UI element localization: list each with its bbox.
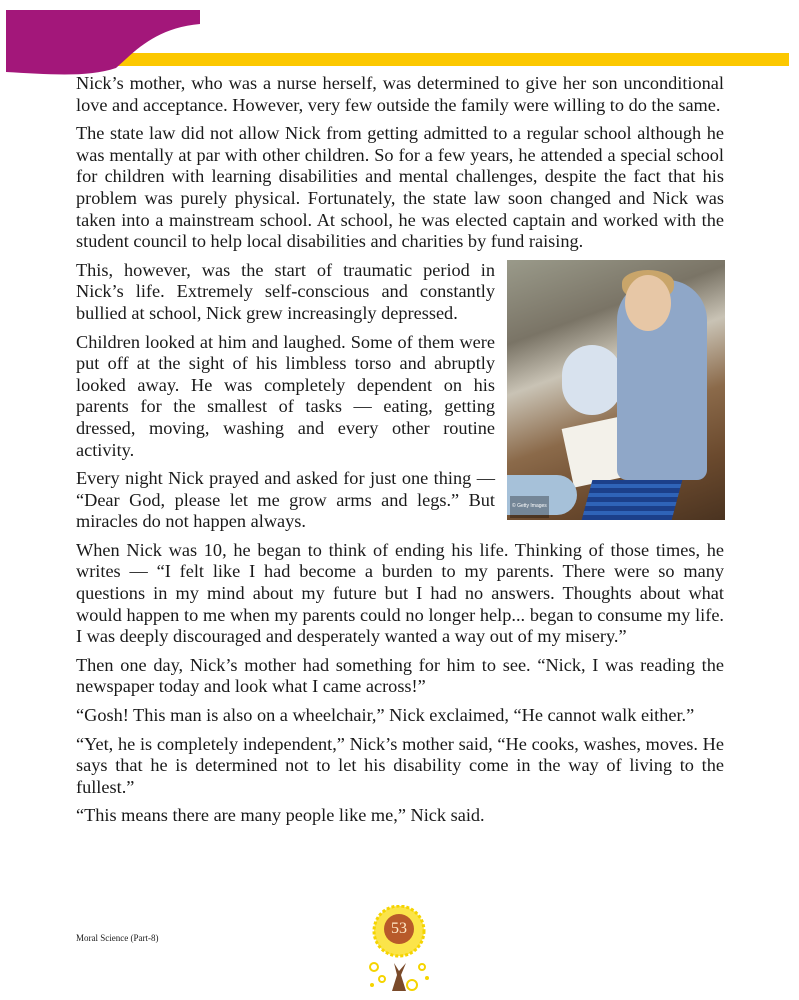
paragraph: Children looked at him and laughed. Some of them were put off at the sight of his limbless torso and abruptly looked away. He was completely dependent on his parents for the smallest of tasks — eating, getting dressed, moving, washing and every other routine activity. — [76, 331, 495, 460]
classroom-photo — [507, 260, 725, 520]
book-title: Moral Science (Part-8) — [76, 933, 159, 943]
header-decoration — [6, 10, 206, 76]
paragraph: “Gosh! This man is also on a wheelchair,” Nick exclaimed, “He cannot walk either.” — [76, 705, 695, 726]
paragraph: “This means there are many people like me,” Nick said. — [76, 805, 485, 826]
photo-caption: © Getty Images — [510, 496, 549, 518]
paragraph: This, however, was the start of traumatic period in Nick’s life. Extremely self-conscious and constantly bullied at school, Nick grew increasingly depressed. — [76, 259, 495, 323]
paragraph: When Nick was 10, he began to think of ending his life. Thinking of those times, he writes — “I felt like I had become a burden to my parents. There were so many questions in my mind about my future but I had no answers. Thoughts about what would happen to me when my parents could no longer help... began to consume my life. I was deeply discouraged and desperately wanted a way out of my misery.” — [76, 539, 724, 647]
page-number: 53 — [384, 914, 414, 944]
page-body — [76, 73, 724, 834]
paragraph: The state law did not allow Nick from getting admitted to a regular school although he was mentally at par with other children. So for a few years, he attended a special school for children with learning disabilities and mental challenges, despite the fact that his problem was purely physical. Fortunately, the state law soon changed and Nick was taken into a mainstream school. At school, he was elected captain and worked with the student council to help local disabilities and charities by fund raising. — [76, 123, 724, 252]
paragraph: “Yet, he is completely independent,” Nick’s mother said, “He cooks, washes, moves. He says that he is determined not to let his disability come in the way of living to the fullest.” — [76, 733, 724, 797]
paragraph: Nick’s mother, who was a nurse herself, was determined to give her son unconditional love and acceptance. However, very few outside the family were willing to do the same. — [76, 73, 724, 115]
paragraph: Every night Nick prayed and asked for just one thing — “Dear God, please let me grow arms and legs.” But miracles do not happen always. — [76, 468, 495, 532]
paragraph: Then one day, Nick’s mother had something for him to see. “Nick, I was reading the newspaper today and look what I came across!” — [76, 654, 724, 697]
